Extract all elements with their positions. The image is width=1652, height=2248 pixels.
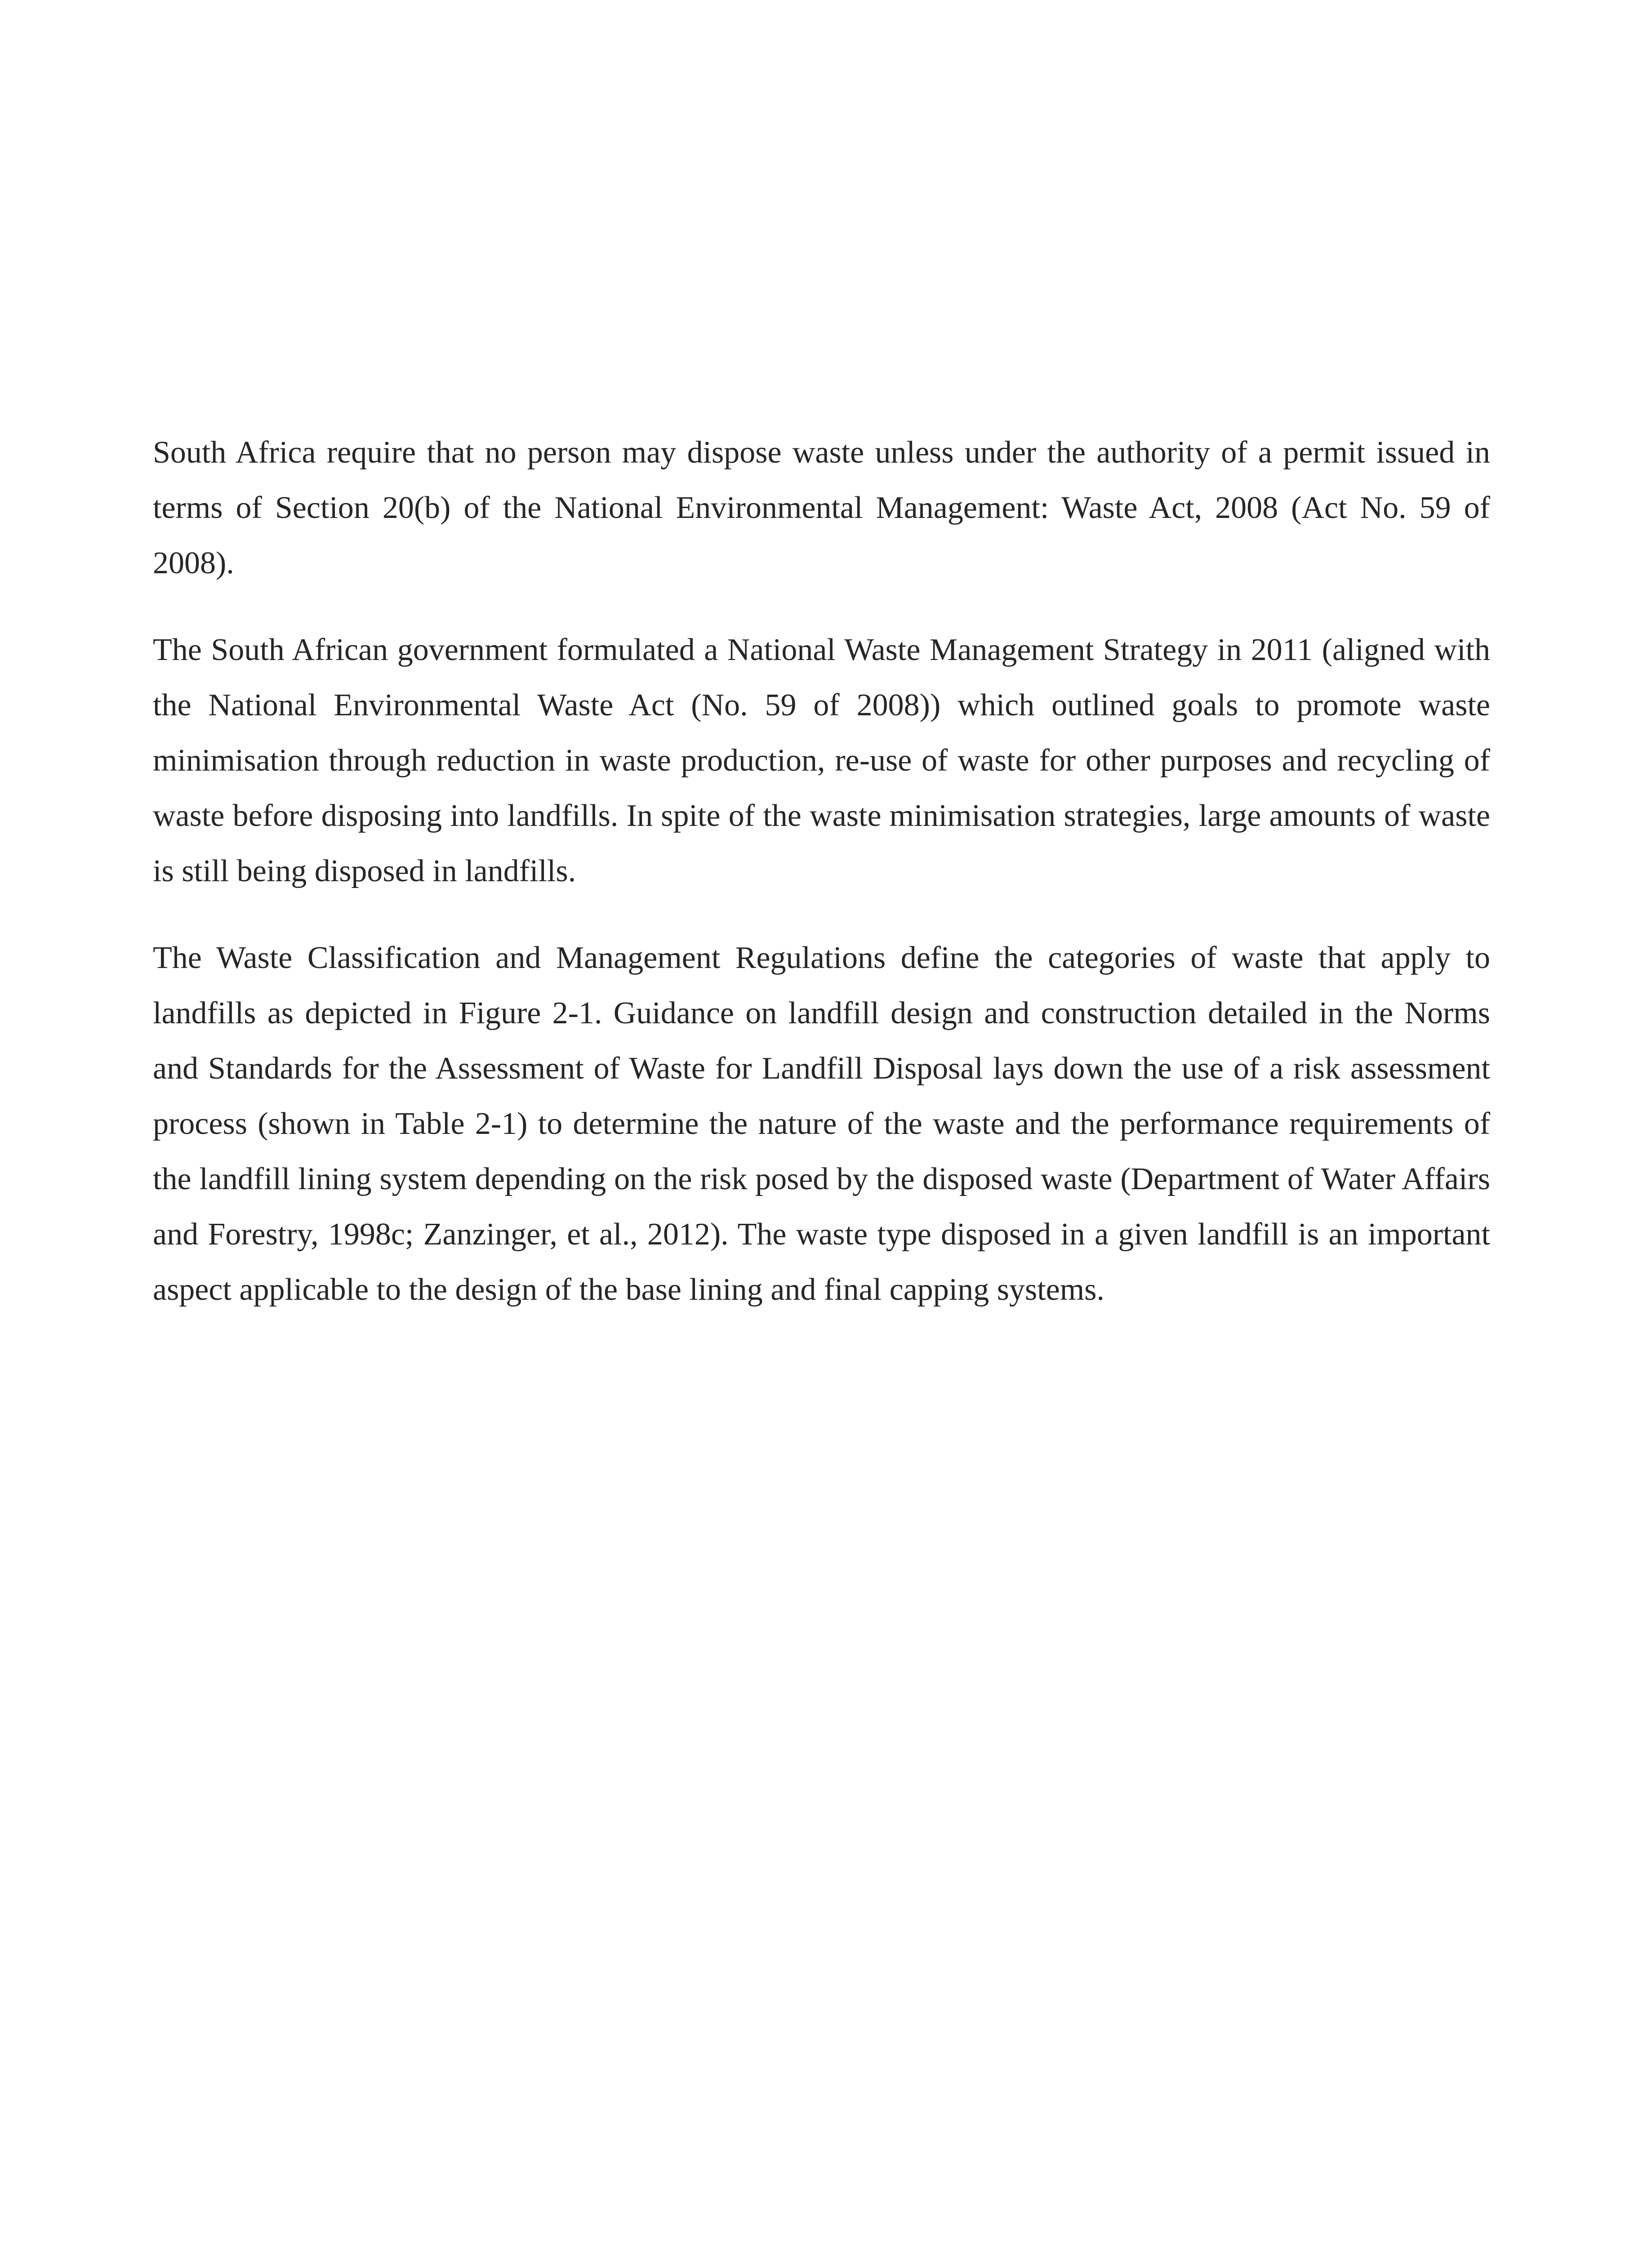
paragraph-waste-strategy: The South African government formulated a National Waste Management Strategy in 2011 (aligned with the National Environmental Waste Act (No. 59 of 2008)) which outlined goals to promote waste minimisation through reduction in waste production, re-use of waste for other purposes and recycling of waste before disposing into landfills. In spite of the waste minimisation strategies, large amounts of waste is still being disposed in landfills.	[153, 633, 1490, 888]
paragraph-permit-requirement: South Africa require that no person may dispose waste unless under the authority of a permit issued in terms of Section 20(b) of the National Environmental Management: Waste Act, 2008 (Act No. 59 of 2008).	[153, 435, 1490, 580]
body-text	[153, 425, 1490, 1317]
paragraph-waste-classification: The Waste Classification and Management Regulations define the categories of waste that apply to landfills as depicted in Figure 2-1. Guidance on landfill design and construction detailed in the Norms and Standards for the Assessment of Waste for Landfill Disposal lays down the use of a risk assessment process (shown in Table 2-1) to determine the nature of the waste and the performance requirements of the landfill lining system depending on the risk posed by the disposed waste (Department of Water Affairs and Forestry, 1998c; Zanzinger, et al., 2012). The waste type disposed in a given landfill is an important aspect applicable to the design of the base lining and final capping systems.	[153, 941, 1490, 1307]
